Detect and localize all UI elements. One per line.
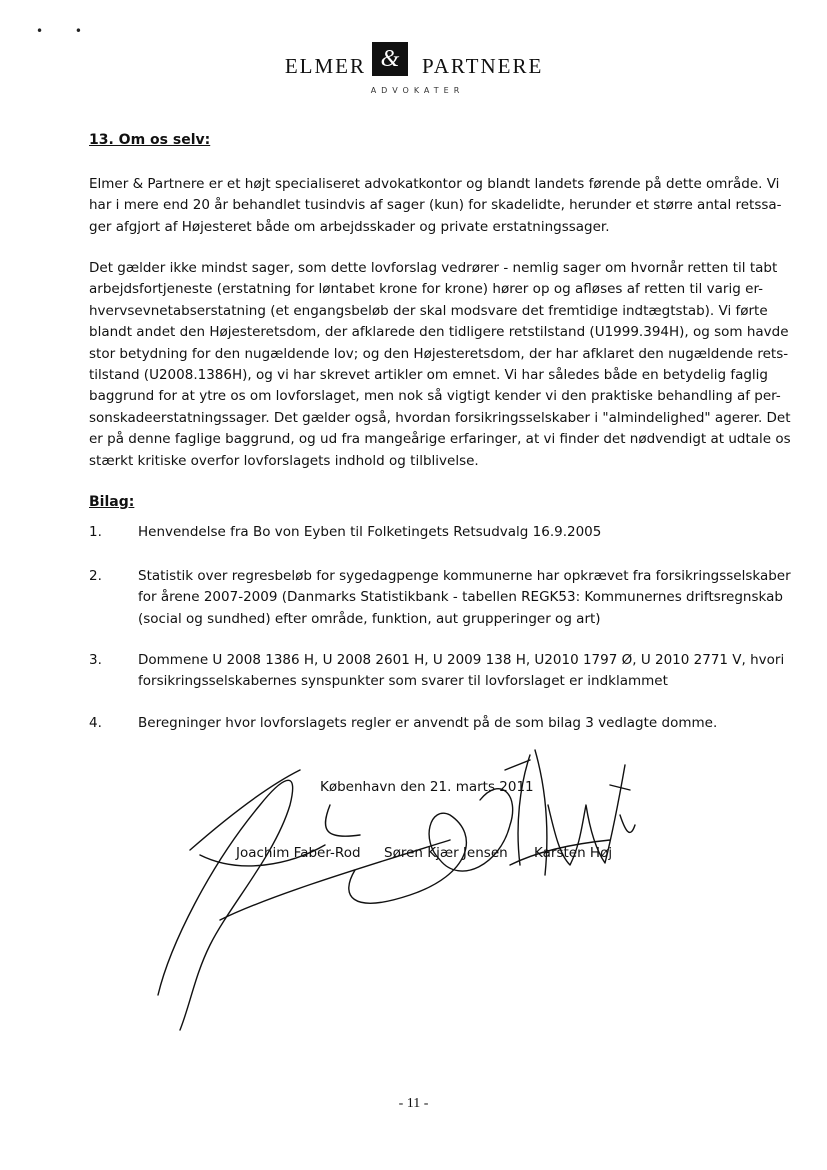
paragraph-line: sonskadeerstatningssager. Det gælder også, hvordan forsikringsselskaber i "almindelighed" agerer. Det [89, 409, 791, 426]
signature-stroke [190, 770, 325, 866]
page-number: - 11 - [398, 1096, 429, 1111]
paragraph-line: er på denne faglige baggrund, og ud fra mangeårige erfaringer, at vi finder det nødvendigt at udtale os [89, 431, 791, 448]
annex-item [89, 713, 769, 735]
annex-line: Statistik over regresbeløb for sygedagpenge kommunerne har opkrævet fra forsikringsselskaber [138, 568, 791, 584]
place-date: København den 21. marts 2011 [320, 779, 534, 795]
signature-stroke [510, 750, 635, 875]
annex-item [89, 650, 785, 694]
annex-number: 3. [89, 652, 102, 668]
annexes-heading: Bilag: [89, 494, 135, 510]
signer-name: Søren Kjær Jensen [384, 845, 508, 861]
firm-name-left: ELMER [284, 54, 366, 78]
handwritten-signatures [150, 745, 650, 1035]
firm-subtitle: ADVOKATER [370, 86, 465, 95]
signature-stroke [220, 840, 450, 920]
signer-name: Karsten Høj [534, 845, 613, 861]
paragraph-line: ger afgjort af Højesteret både om arbejdsskader og private erstatningssager. [89, 218, 610, 235]
paragraph-line: baggrund for at ytre os om lovforslaget, men nok så vigtigt kender vi den praktiske behandling af per- [89, 388, 781, 405]
annex-number: 4. [89, 715, 102, 731]
ampersand-mark: & [372, 42, 408, 76]
paragraph-line: hvervsevnetabserstatning (et engangsbeløb der skal modsvare det fremtidige indtægtstab). Vi førte [89, 302, 768, 319]
firm-name-right: PARTNERE [422, 54, 544, 78]
annex-text [138, 650, 785, 693]
annex-line: Dommene U 2008 1386 H, U 2008 2601 H, U 2009 138 H, U2010 1797 Ø, U 2010 2771 V, hvori [138, 652, 785, 668]
signature-stroke [158, 780, 293, 1030]
annex-line: (social og sundhed) efter område, funktion, aut grupperinger og art) [138, 610, 601, 627]
annex-item [89, 522, 769, 544]
annex-text [138, 566, 791, 630]
annex-number: 1. [89, 524, 102, 540]
annex-number: 2. [89, 568, 102, 584]
annex-line: Henvendelse fra Bo von Eyben til Folketingets Retsudvalg 16.9.2005 [138, 524, 602, 540]
paragraph-line: Det gælder ikke mindst sager, som dette lovforslag vedrører - nemlig sager om hvornår retten til tabt [89, 260, 778, 276]
paragraph-about [89, 174, 782, 238]
paragraph-line: Elmer & Partnere er et højt specialiseret advokatkontor og blandt landets førende på dette område. Vi [89, 176, 780, 192]
signature-stroke [325, 789, 512, 903]
paragraph-line: stor betydning for den nugældende lov; og den Højesteretsdom, der har afklaret den nugældende rets- [89, 345, 789, 362]
annex-line: forsikringsselskabernes synspunkter som svarer til lovforslaget er indklammet [138, 673, 668, 690]
annex-text [138, 522, 764, 543]
letterhead-logo [0, 42, 827, 95]
paragraph-line: har i mere end 20 år behandlet tusindvis af sager (kun) for skadelidte, herunder et større antal retssa- [89, 197, 782, 214]
annex-line: Beregninger hvor lovforslagets regler er anvendt på de som bilag 3 vedlagte domme. [138, 715, 718, 731]
paragraph-line: blandt andet den Højesteretsdom, der afklarede den tidligere retstilstand (U1999.394H), og som havde [89, 324, 789, 341]
section-heading: 13. Om os selv: [89, 132, 211, 148]
paragraph-line: arbejdsfortjeneste (erstatning for løntabet krone for krone) hører op og afløses af retten til varig er- [89, 281, 763, 298]
annex-text [138, 713, 764, 734]
annex-item [89, 566, 791, 632]
paragraph-line: stærkt kritiske overfor lovforslagets indhold og tilblivelse. [89, 452, 479, 469]
signer-name: Joachim Faber-Rod [236, 845, 361, 861]
corner-marks: • • [36, 24, 96, 38]
annex-line: for årene 2007-2009 (Danmarks Statistikbank - tabellen REGK53: Kommunernes driftsregnskab [138, 589, 783, 606]
paragraph-line: tilstand (U2008.1386H), og vi har skrevet artikler om emnet. Vi har således både en betydelig faglig [89, 367, 768, 384]
paragraph-background [89, 258, 791, 472]
